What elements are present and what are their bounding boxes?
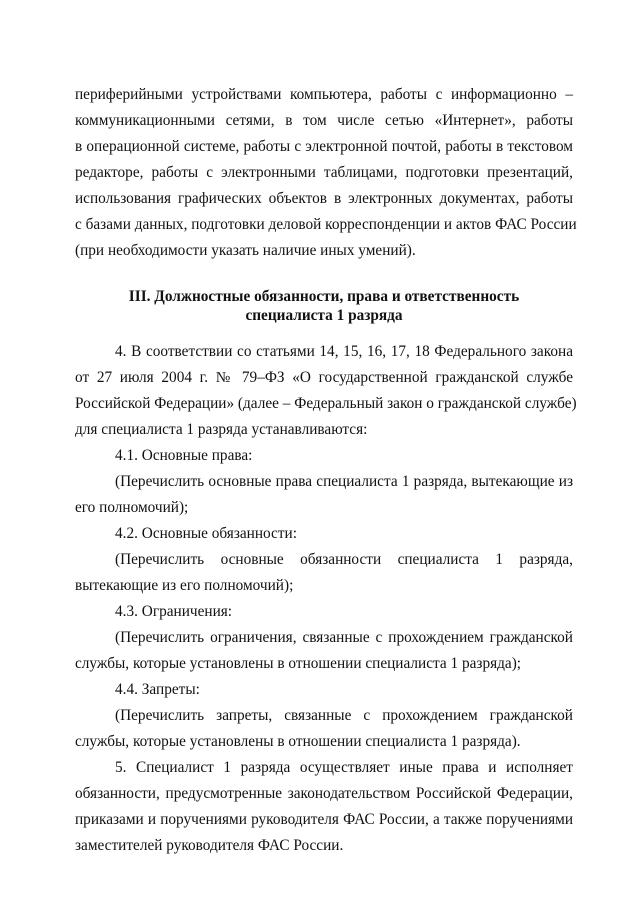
section-title-line-2: специалиста 1 разряда: [245, 307, 403, 324]
clause-4-1-line-2: его полномочий);: [75, 499, 189, 516]
intro-line-4: редакторе, работы с электронными таблицами, подготовки презентаций,: [75, 164, 573, 181]
intro-line-1: периферийными устройствами компьютера, работы с информационно –: [75, 86, 573, 103]
clause-4-3-heading: 4.3. Ограничения:: [115, 603, 233, 620]
intro-line-5: использования графических объектов в электронных документах, работы: [75, 190, 573, 207]
clause-5-line-2: обязанности, предусмотренные законодательством Российской Федерации,: [75, 785, 573, 802]
intro-line-3: в операционной системе, работы с электронной почтой, работы в текстовом: [75, 138, 573, 155]
clause-4-line-3: Российской Федерации» (далее – Федеральный закон о гражданской службе): [75, 395, 577, 412]
clause-4-1-heading: 4.1. Основные права:: [115, 447, 253, 464]
clause-4-2-line-2: вытекающие из его полномочий);: [75, 577, 294, 594]
clause-5-line-1: 5. Специалист 1 разряда осуществляет иные права и исполняет: [115, 759, 573, 776]
clause-4-4-line-2: службы, которые установлены в отношении специалиста 1 разряда).: [75, 733, 521, 750]
intro-line-6: с базами данных, подготовки деловой корреспонденции и актов ФАС России: [75, 216, 577, 233]
intro-line-7: (при необходимости указать наличие иных умений).: [75, 242, 416, 259]
clause-4-line-2: от 27 июля 2004 г. № 79–ФЗ «О государственной гражданской службе: [75, 369, 573, 386]
clause-4-4-line-1: (Перечислить запреты, связанные с прохождением гражданской: [115, 707, 573, 724]
clause-4-2-line-1: (Перечислить основные обязанности специалиста 1 разряда,: [115, 551, 573, 568]
intro-line-2: коммуникационными сетями, в том числе сетью «Интернет», работы: [75, 112, 573, 129]
clause-5-line-4: заместителей руководителя ФАС России.: [75, 837, 344, 854]
clause-4-line-1: 4. В соответствии со статьями 14, 15, 16, 17, 18 Федерального закона: [115, 343, 573, 360]
clause-4-3-line-1: (Перечислить ограничения, связанные с прохождением гражданской: [115, 629, 573, 646]
clause-4-line-4: для специалиста 1 разряда устанавливаются:: [75, 421, 368, 438]
clause-4-2-heading: 4.2. Основные обязанности:: [115, 525, 297, 542]
clause-4-1-line-1: (Перечислить основные права специалиста 1 разряда, вытекающие из: [115, 473, 573, 490]
section-title-line-1: III. Должностные обязанности, права и ответственность: [128, 288, 520, 305]
clause-5-line-3: приказами и поручениями руководителя ФАС России, а также поручениями: [75, 811, 573, 828]
clause-4-4-heading: 4.4. Запреты:: [115, 681, 200, 698]
clause-4-3-line-2: службы, которые установлены в отношении специалиста 1 разряда);: [75, 655, 522, 672]
